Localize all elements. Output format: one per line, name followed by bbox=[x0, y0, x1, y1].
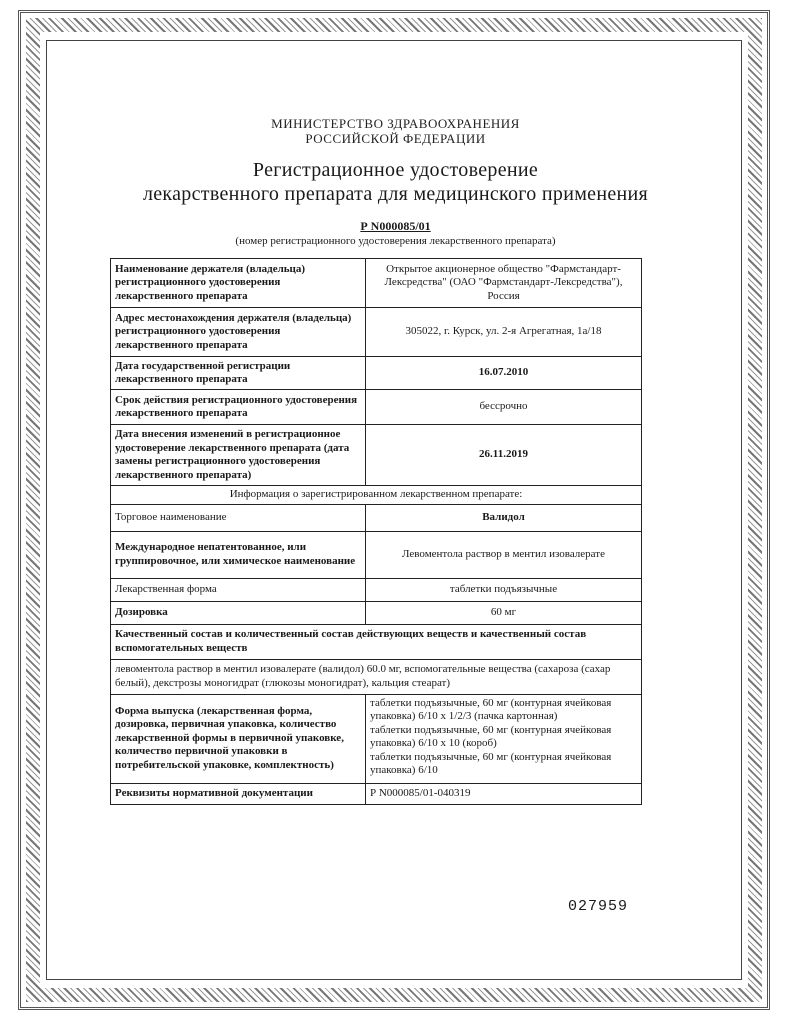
release-form-value bbox=[366, 694, 642, 783]
holder-name-value: Открытое акционерное общество "Фармстандарт-Лексредства" (ОАО "Фармстандарт-Лексредства"), Россия bbox=[366, 259, 642, 308]
release-line-3: таблетки подъязычные, 60 мг (контурная ячейковая упаковка) 6/10 bbox=[370, 750, 612, 776]
change-date-label: Дата внесения изменений в регистрационное удостоверение лекарственного препарата (дата замены регистрационного удостоверения лекарственного препарата) bbox=[111, 425, 366, 486]
ministry-header bbox=[0, 116, 791, 146]
dosage-form-label: Лекарственная форма bbox=[111, 578, 366, 601]
table-row bbox=[111, 601, 642, 624]
trade-name-value: Валидол bbox=[366, 504, 642, 531]
registration-date-label: Дата государственной регистрации лекарственного препарата bbox=[111, 357, 366, 390]
requisites-value: Р N000085/01-040319 bbox=[366, 783, 642, 804]
composition-value: левоментола раствор в ментил изовалерате (валидол) 60.0 мг, вспомогательные вещества (сахароза (сахар белый), декстрозы моногидрат (глюкозы моногидрат), кальция стеарат) bbox=[111, 659, 642, 694]
release-line-1: таблетки подъязычные, 60 мг (контурная ячейковая упаковка) 6/10 x 1/2/3 (пачка картонная) bbox=[370, 696, 612, 722]
registration-number: Р N000085/01 bbox=[360, 219, 431, 233]
table-row bbox=[111, 425, 642, 486]
registration-date-value: 16.07.2010 bbox=[366, 357, 642, 390]
validity-value: бессрочно bbox=[366, 390, 642, 425]
holder-address-value: 305022, г. Курск, ул. 2-я Агрегатная, 1а/18 bbox=[366, 308, 642, 357]
table-row bbox=[111, 308, 642, 357]
table-row bbox=[111, 624, 642, 659]
table-row bbox=[111, 531, 642, 578]
inn-label: Международное непатентованное, или группировочное, или химическое наименование bbox=[111, 531, 366, 578]
validity-label: Срок действия регистрационного удостоверения лекарственного препарата bbox=[111, 390, 366, 425]
certificate-table bbox=[110, 258, 642, 805]
table-row bbox=[111, 783, 642, 804]
trade-name-label: Торговое наименование bbox=[111, 504, 366, 531]
release-line-2: таблетки подъязычные, 60 мг (контурная ячейковая упаковка) 6/10 x 10 (короб) bbox=[370, 723, 612, 749]
info-section-header: Информация о зарегистрированном лекарственном препарате: bbox=[111, 486, 642, 505]
serial-number: 027959 bbox=[567, 898, 628, 915]
composition-label: Качественный состав и количественный состав действующих веществ и качественный состав вспомогательных веществ bbox=[111, 624, 642, 659]
dosage-form-value: таблетки подъязычные bbox=[366, 578, 642, 601]
registration-number-caption: (номер регистрационного удостоверения лекарственного препарата) bbox=[235, 235, 556, 247]
title-line-2: лекарственного препарата для медицинского применения bbox=[142, 183, 649, 205]
title-line-1: Регистрационное удостоверение bbox=[252, 159, 539, 181]
holder-address-label: Адрес местонахождения держателя (владельца) регистрационного удостоверения лекарственного препарата bbox=[111, 308, 366, 357]
inn-value: Левоментола раствор в ментил изовалерате bbox=[366, 531, 642, 578]
table-row bbox=[111, 578, 642, 601]
table-row bbox=[111, 694, 642, 783]
change-date-value: 26.11.2019 bbox=[366, 425, 642, 486]
table-row bbox=[111, 259, 642, 308]
dose-label: Дозировка bbox=[111, 601, 366, 624]
holder-name-label: Наименование держателя (владельца) регистрационного удостоверения лекарственного препарата bbox=[111, 259, 366, 308]
document-title bbox=[0, 158, 791, 206]
table-row bbox=[111, 357, 642, 390]
table-row bbox=[111, 504, 642, 531]
release-form-label: Форма выпуска (лекарственная форма, дозировка, первичная упаковка, количество лекарственной формы в первичной упаковке, количество первичной упаковки в потребительской упаковке, комплектность) bbox=[111, 694, 366, 783]
dose-value: 60 мг bbox=[366, 601, 642, 624]
table-row bbox=[111, 659, 642, 694]
table-row bbox=[111, 486, 642, 505]
table-row bbox=[111, 390, 642, 425]
requisites-label: Реквизиты нормативной документации bbox=[111, 783, 366, 804]
ministry-line-1: МИНИСТЕРСТВО ЗДРАВООХРАНЕНИЯ bbox=[271, 116, 520, 131]
ministry-line-2: РОССИЙСКОЙ ФЕДЕРАЦИИ bbox=[305, 131, 486, 146]
